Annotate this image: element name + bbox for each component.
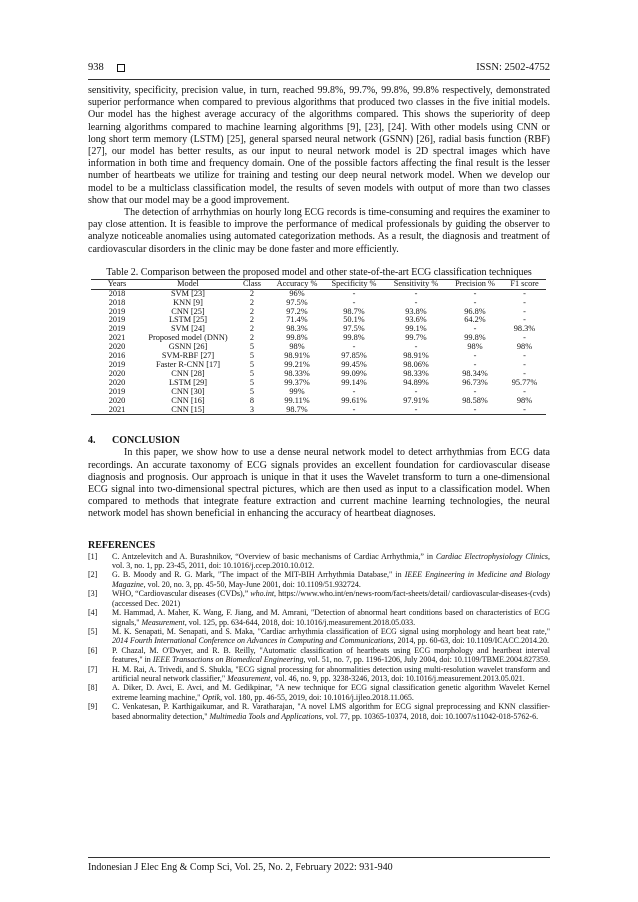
- table-cell: -: [473, 288, 477, 298]
- table-cell: 5: [249, 377, 255, 387]
- table-cell: 93.8%: [405, 306, 427, 316]
- table-caption: Table 2. Comparison between the proposed model and other state-of-the-art ECG classification techniques: [106, 266, 532, 278]
- table-cell: 50.1%: [343, 315, 365, 325]
- table-cell: 98%: [516, 395, 533, 405]
- page-number: 938: [88, 62, 104, 73]
- header-rule: [88, 79, 550, 80]
- reference-venue: IEEE Engineering in Medicine and Biology Magazine: [112, 570, 550, 589]
- reference-text: M. K. Senapati, M. Senapati, and S. Maka, "Cardiac arrhythmia classification of ECG signal using morphology and heart beat rate,": [112, 626, 550, 636]
- reference-text: A. Diker, D. Avci, E. Avci, and M. Gedikpinar, "A new technique for ECG signal classification genetic algorithm Wavelet Kernel extreme learning machine,": [112, 683, 550, 702]
- table-cell: 5: [249, 342, 255, 352]
- references-list: [88, 552, 550, 721]
- table-cell: CNN [15]: [143, 406, 233, 415]
- table-cell: -: [473, 297, 477, 307]
- table-cell: 8: [249, 395, 255, 405]
- table-cell: 97.5%: [286, 297, 308, 307]
- reference-number: [3]: [88, 589, 98, 599]
- reference-number: [5]: [88, 626, 98, 636]
- reference-details: , https://www.who.int/en/news-room/fact-sheets/detail/ cardiovascular-diseases-(cvds) (accessed Dec. 2021): [112, 589, 550, 608]
- table-cell: -: [473, 360, 477, 369]
- table-cell: 99%: [289, 386, 305, 396]
- table-cell: 99.61%: [341, 395, 367, 405]
- table-cell: 96.73%: [462, 377, 488, 387]
- table-row: [91, 379, 546, 388]
- table-cell: 93.6%: [405, 315, 427, 325]
- table-cell: 2021: [91, 406, 143, 415]
- table-cell: SVM [23]: [171, 288, 205, 298]
- table-cell: 2019: [108, 360, 126, 369]
- table-cell: 2: [249, 306, 255, 316]
- table-cell: 98.7%: [271, 406, 323, 415]
- table-cell: 2020: [108, 368, 126, 378]
- table-cell: 64.2%: [464, 315, 486, 325]
- reference-item: [88, 646, 550, 665]
- table-cell: -: [523, 386, 526, 396]
- table-cell: 99.8%: [464, 333, 486, 343]
- reference-text: G. B. Moody and R. G. Mark, "The impact of the MIT-BIH Arrhythmia Database," in: [112, 570, 405, 580]
- paragraph-conclusion: In this paper, we show how to use a dense neural network model to detect arrhythmias from ECG data recordings. An accurate taxonomy of ECG signals provides an excellent foundation for cardiovascular disease diagnosis and prognosis. Our approach is unique in that it uses the Wavelet transform to turn a one-dimensional ECG signal into two-dimensional spectral pictures, which are then used as input to a classification model. When compared to methods that integrate feature extraction and current machine learning technologies, the neural network model has shown beneficial in enhancing the accuracy of heartbeat diagnoses.: [88, 447, 550, 520]
- reference-item: [88, 627, 550, 646]
- table-cell: 99.37%: [284, 377, 310, 387]
- table-cell: GSNN [26]: [168, 342, 208, 352]
- table-cell: 98%: [516, 342, 533, 352]
- table-cell: 94.89%: [403, 377, 429, 387]
- reference-details: , vol. 77, pp. 10365-10374, 2018, doi: 10.1007/s11042-018-5762-6.: [321, 711, 539, 721]
- table-cell: -: [447, 406, 503, 415]
- table-row: [91, 343, 546, 352]
- table-cell: -: [523, 368, 526, 378]
- table-row: [91, 397, 546, 406]
- table-cell: -: [523, 360, 526, 369]
- table-cell: 97.85%: [341, 351, 367, 361]
- table-body: [91, 289, 546, 415]
- footer-rule: [88, 857, 550, 858]
- reference-number: [1]: [88, 551, 98, 561]
- table-cell: 98.33%: [403, 368, 429, 378]
- reference-item: [88, 608, 550, 627]
- table-cell: 99.14%: [341, 377, 367, 387]
- column-header: F1 score: [503, 279, 546, 289]
- reference-number: [8]: [88, 683, 98, 693]
- table-cell: -: [352, 288, 356, 298]
- reference-number: [2]: [88, 570, 98, 580]
- table-cell: -: [523, 315, 526, 325]
- reference-item: [88, 665, 550, 684]
- table-cell: 2019: [108, 324, 126, 334]
- table-cell: CNN [30]: [171, 386, 205, 396]
- reference-details: , 2014, pp. 60-63, doi: 10.1109/ICACC.2014.20.: [393, 636, 550, 646]
- table-cell: 2021: [108, 333, 126, 343]
- table-cell: 98.3%: [286, 324, 308, 334]
- table-cell: 98%: [467, 342, 483, 352]
- table-cell: 2: [249, 288, 255, 298]
- table-cell: 2018: [108, 288, 126, 298]
- section-title: CONCLUSION: [112, 435, 180, 447]
- column-header: Class: [233, 279, 271, 289]
- table-cell: 99.45%: [341, 360, 367, 369]
- table-cell: 98.3%: [513, 324, 536, 334]
- reference-venue: Multimedia Tools and Applications: [209, 711, 322, 721]
- column-header: Accuracy %: [271, 279, 323, 289]
- table-cell: 71.4%: [286, 315, 308, 325]
- reference-text: WHO, “Cardiovascular diseases (CVDs),”: [112, 589, 251, 599]
- references-heading: REFERENCES: [88, 539, 156, 551]
- table-cell: 98.7%: [343, 306, 365, 316]
- table-cell: 2020: [108, 342, 126, 352]
- reference-number: [6]: [88, 645, 98, 655]
- running-header: [88, 62, 550, 76]
- table-cell: 99.8%: [286, 333, 308, 343]
- table-cell: -: [352, 386, 356, 396]
- table-cell: SVM-RBF [27]: [161, 351, 215, 361]
- table-cell: 2016: [108, 351, 126, 361]
- table-cell: -: [414, 386, 418, 396]
- reference-item: [88, 552, 550, 571]
- reference-text: P. Chazal, M. O'Dwyer, and R. B. Reilly, "Automatic classification of heartbeats using ECG morphology and heartbeat interval features," in: [112, 645, 550, 665]
- reference-number: [7]: [88, 664, 98, 674]
- table-cell: -: [352, 342, 356, 352]
- table-cell: 95.77%: [511, 377, 538, 387]
- table-cell: 2: [249, 333, 255, 343]
- table-cell: 98.91%: [284, 351, 310, 361]
- reference-number: [4]: [88, 608, 98, 618]
- table-cell: KNN [9]: [173, 297, 203, 307]
- reference-details: , vol. 3, no. 1, pp. 23-45, 2011, doi: 10.1016/j.ccep.2010.10.012.: [112, 551, 550, 571]
- table-cell: 2: [249, 315, 255, 325]
- reference-venue: Optik: [202, 692, 221, 702]
- reference-details: , vol. 51, no. 7, pp. 1196-1206, July 2004, doi: 10.1109/TBME.2004.827359.: [303, 655, 550, 665]
- running-footer: Indonesian J Elec Eng & Comp Sci, Vol. 25, No. 2, February 2022: 931-940: [88, 862, 393, 873]
- column-header: Specificity %: [323, 279, 385, 289]
- issn: ISSN: 2502-4752: [476, 62, 550, 73]
- table-cell: 96.8%: [464, 306, 486, 316]
- table-cell: Proposed model (DNN): [148, 333, 228, 343]
- table-cell: -: [385, 406, 447, 415]
- table-cell: -: [414, 297, 418, 307]
- table-cell: 2: [249, 324, 255, 334]
- reference-details: , vol. 180, pp. 46-55, 2019, doi: 10.1016/j.ijleo.2018.11.065.: [220, 692, 414, 702]
- paragraph-results: sensitivity, specificity, precision value, in turn, reached 99.8%, 99.7%, 99.8%, 99.8% respectively, demonstrated superior performance when compared to previous algorithms that produced two classes in the five initial models. Our model has the highest average accuracy of the algorithms compared. This shows the superiority of deep learning algorithms compared to machine learning algorithms [9], [23], [24]. With other models using CNN or long short term memory (LSTM) [25], general sparsed neural network (GSNN) [26], radial basis function (RBF) [27], our model has better results, as our input to neural network model is 2D spectral images which have information in both time and frequency domain. One of the possible factors affecting the final result is the lesser number of heartbeats we utilize for training and testing our deep neural network model. When we develop our model to be a multiclass classification model, the results of seven models with output of more than two classes show that our model may be a good improvement.: [88, 85, 550, 206]
- reference-venue: 2014 Fourth International Conference on Advances in Computing and Communications: [112, 636, 394, 646]
- reference-details: , vol. 125, pp. 634-644, 2018, doi: 10.1016/j.measurement.2018.05.033.: [184, 617, 416, 627]
- table-cell: -: [503, 406, 546, 415]
- table-cell: -: [523, 333, 526, 343]
- table-cell: 2018: [108, 297, 126, 307]
- table-cell: CNN [28]: [171, 368, 205, 378]
- table-cell: 97.91%: [403, 395, 429, 405]
- table-cell: CNN [16]: [171, 395, 205, 405]
- table-cell: -: [414, 342, 418, 352]
- square-icon: [117, 64, 125, 72]
- table-cell: 5: [249, 360, 255, 369]
- reference-text: C. Antzelevitch and A. Burashnikov, “Overview of basic mechanisms of Cardiac Arrhythmia,” in: [112, 551, 436, 561]
- table-cell: LSTM [29]: [168, 377, 208, 387]
- reference-venue: Cardiac Electrophysiology Clinics: [435, 551, 548, 561]
- reference-item: [88, 570, 550, 589]
- comparison-table: [91, 279, 546, 416]
- table-cell: -: [523, 351, 526, 361]
- reference-item: [88, 589, 550, 608]
- table-cell: -: [523, 306, 526, 316]
- table-cell: 5: [249, 351, 255, 361]
- table-cell: 98.91%: [403, 351, 429, 361]
- reference-number: [9]: [88, 702, 98, 712]
- table-cell: 5: [249, 386, 255, 396]
- table-cell: 5: [249, 368, 255, 378]
- table-header-row: [91, 279, 546, 289]
- reference-venue: Measurement: [141, 617, 185, 627]
- table-cell: LSTM [25]: [168, 315, 208, 325]
- table-cell: 2: [249, 297, 255, 307]
- reference-details: , vol. 46, no. 9, pp. 3238-3246, 2013, doi: 10.1016/j.measurement.2013.05.021.: [270, 673, 525, 683]
- table-cell: 2019: [108, 315, 126, 325]
- column-header: Model: [143, 279, 233, 289]
- table-cell: SVM [24]: [171, 324, 205, 334]
- column-header: Precision %: [447, 279, 503, 289]
- table-cell: 2019: [108, 386, 126, 396]
- reference-text: C. Venkatesan, P. Karthigaikumar, and R. Varatharajan, "A novel LMS algorithm for ECG signal preprocessing and KNN classifier-based abnormality detection,": [112, 702, 550, 721]
- table-cell: -: [473, 324, 477, 334]
- table-cell: 98.06%: [403, 360, 429, 369]
- table-row: [91, 289, 546, 298]
- table-cell: 99.21%: [284, 360, 310, 369]
- table-cell: 3: [233, 406, 271, 415]
- paragraph-detection: The detection of arrhythmias on hourly long ECG records is time-consuming and requires the examiner to pay close attention. It is feasible to improve the performance of medical professionals by guiding the observer to analyze noticeable anomalies using automated categorization methods. As a result, the diagnosis and treatment of cardiovascular disorders in the clinic may be done faster and more efficiently.: [88, 207, 550, 255]
- table-cell: 98.58%: [462, 395, 488, 405]
- reference-venue: Measurement: [227, 673, 271, 683]
- table-cell: 99.8%: [343, 333, 365, 343]
- reference-text: H. M. Rai, A. Trivedi, and S. Shukla, "ECG signal processing for abnormalities detection using multi-resolution wavelet transform and artificial neural network classifier,": [112, 664, 550, 683]
- table-cell: -: [473, 351, 477, 361]
- section-heading: [88, 435, 550, 447]
- table-cell: 2020: [108, 395, 126, 405]
- table-cell: -: [523, 288, 526, 298]
- table-cell: 2019: [108, 306, 126, 316]
- table-cell: -: [414, 288, 418, 298]
- table-cell: 96%: [289, 288, 305, 298]
- table-cell: -: [523, 297, 526, 307]
- table-row: [91, 406, 546, 415]
- reference-venue: who.int: [250, 589, 275, 599]
- table-cell: 97.2%: [286, 306, 308, 316]
- table-cell: -: [323, 406, 385, 415]
- reference-item: [88, 683, 550, 702]
- main-content: [88, 85, 550, 721]
- table-cell: 98.33%: [284, 368, 310, 378]
- table-cell: 99.7%: [405, 333, 427, 343]
- table-cell: 98%: [289, 342, 305, 352]
- column-header: Sensitivity %: [385, 279, 447, 289]
- table-cell: 99.09%: [341, 368, 367, 378]
- table-cell: -: [352, 297, 356, 307]
- table-cell: Faster R-CNN [17]: [155, 360, 221, 369]
- table-cell: 97.5%: [343, 324, 365, 334]
- section-number: 4.: [88, 435, 96, 447]
- table-cell: -: [473, 386, 477, 396]
- table-cell: 2020: [108, 377, 126, 387]
- reference-venue: IEEE Transactions on Biomedical Engineering: [152, 655, 304, 665]
- table-cell: 98.34%: [462, 368, 488, 378]
- table-row: [91, 316, 546, 325]
- table-cell: 99.11%: [284, 395, 310, 405]
- table-cell: 99.1%: [405, 324, 427, 334]
- reference-item: [88, 702, 550, 721]
- reference-text: M. Hammad, A. Maher, K. Wang, F. Jiang, and M. Amrani, "Detection of abnormal heart conditions based on characteristics of ECG signals,": [112, 608, 550, 627]
- column-header: Years: [91, 279, 143, 289]
- table-cell: CNN [25]: [171, 306, 205, 316]
- reference-details: , vol. 20, no. 3, pp. 45-50, May-June 2001, doi: 10.1109/51.932724.: [143, 579, 361, 589]
